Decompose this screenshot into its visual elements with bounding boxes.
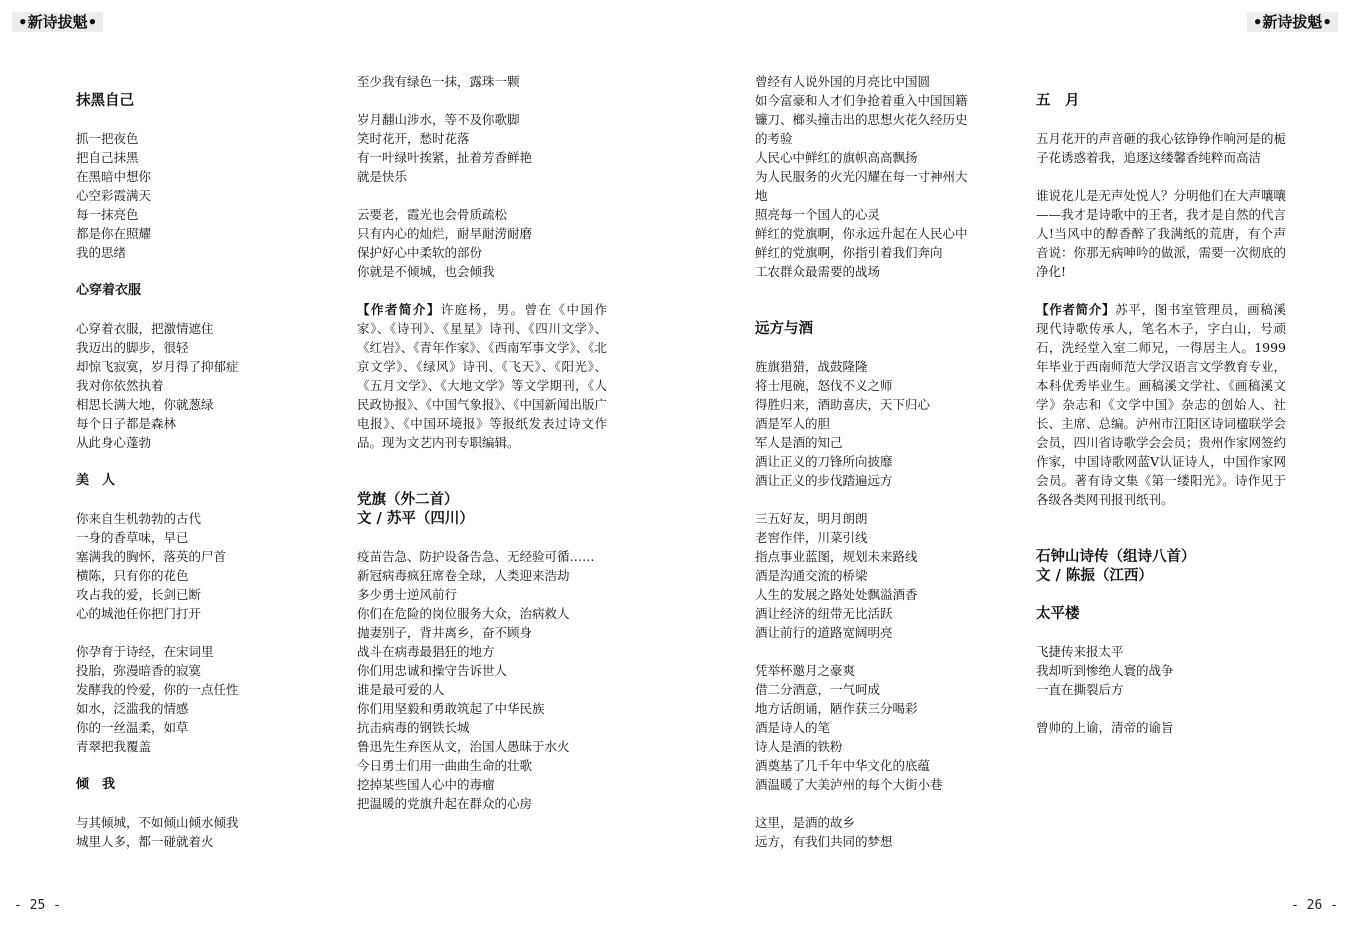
poem-line: 将士甩碗，怒伐不义之师 [755,378,893,393]
poem-title: 太平楼 [1036,605,1080,622]
author-bio-label: 【作者简介】 [1036,302,1116,317]
poem-line: 如今富豪和人才们争抢着重入中国国籍 [755,93,968,108]
page-number-right: - 26 - [1291,898,1338,913]
page-number-left: - 25 - [14,898,61,913]
poem-line: 塞满我的胸怀，落英的尸首 [76,549,227,564]
poem-line: 与其倾城，不如倾山倾水倾我 [76,815,239,830]
poem-line: 就是快乐 [357,169,408,184]
poem-title: 美 人 [76,473,116,488]
poem-line: 远方，有我们共同的梦想 [755,834,893,849]
poem-line: 三五好友，明月朗朗 [755,511,868,526]
poem-line: 照亮每一个国人的心灵 [755,207,881,222]
poem-line: 军人是酒的知己 [755,435,843,450]
poem-line: 心空彩霞满天 [76,188,152,203]
poem-line: 保护好心中柔软的部份 [357,245,483,260]
poem-line: 把自己抹黑 [76,150,139,165]
author-bio-text: 苏平，图书室管理员，画稿溪现代诗歌传承人，笔名木子，字白山，号顽石，洗经堂入室二师兄，一得居主人。1999年毕业于西南师范大学汉语言文学教育专业，本科优秀毕业生。画稿溪文学社、《画稿溪文学》杂志和《文学中国》杂志的创始人、社长、主席、总编。泸州市江阳区诗词楹联学会会员，四川省诗歌学会会员；贵州作家网签约作家，中国诗歌网蓝Ⅴ认证诗人，中国作家网会员。著有诗文集《第一缕阳光》。诗作见于各级各类网刊报刊纸刊。 [1036,302,1287,507]
poem-title: 倾 我 [76,777,116,792]
column-4 [1036,72,1286,737]
poem-line: 指点事业蓝图，规划未来路线 [755,549,918,564]
poem-line: 诗人是酒的铁粉 [755,739,843,754]
poem-line: 抗击病毒的钢铁长城 [357,720,470,735]
poem-line: 抓一把夜色 [76,131,139,146]
poem-line: 鲜红的党旗啊，你指引着我们奔向 [755,245,943,260]
poem-line: 这里，是酒的故乡 [755,815,856,830]
poem-line: 岁月翻山涉水，等不及你歌脚 [357,112,520,127]
poem-line: 谁是最可爱的人 [357,682,445,697]
poem-line: 酒让正义的刀锋所向披靡 [755,454,893,469]
poem-line: 你来自生机勃勃的古代 [76,511,202,526]
poem-line: 人民心中鲜红的旗帜高高飘扬 [755,150,918,165]
poem-line: 多少勇士逆风前行 [357,587,458,602]
poem-line: 挖掉某些国人心中的毒瘤 [357,777,495,792]
poem-line: 我却听到惨绝人寰的战争 [1036,663,1174,678]
poem-line: 如水，泛滥我的情感 [76,701,189,716]
poem-line: 的考验 [755,131,793,146]
poem-line: 得胜归来，酒助喜庆，天下归心 [755,397,931,412]
poem-line: 从此身心蓬勃 [76,435,152,450]
poem-line: 镰刀、榔头撞击出的思想火花久经历史 [755,112,968,127]
poem-line: 战斗在病毒最猖狂的地方 [357,644,495,659]
poem-line: 抛妻别子，背井离乡，奋不顾身 [357,625,533,640]
poem-line: 却惊飞寂寞，岁月得了抑郁症 [76,359,239,374]
poem-line: 城里人多，都一碰就着火 [76,834,214,849]
poem-line: 酒让经济的纽带无比活跃 [755,606,893,621]
poem-line: 我的思绪 [76,245,127,260]
poem-line: 人生的发展之路处处飘溢酒香 [755,587,918,602]
poem-line: 一直在撕裂后方 [1036,682,1124,697]
poem-line: 横陈，只有你的花色 [76,568,189,583]
poem-paragraph: 谁说花儿是无声处悦人？分明他们在大声嚷嚷——我才是诗歌中的王者，我才是自然的代言人!当风中的醇香醉了我满纸的荒唐，有个声音说：你那无病呻吟的做派，需要一次彻底的净化! [1036,188,1287,279]
poem-line: 至少我有绿色一抹，露珠一颗 [357,74,520,89]
poem-line: 我对你依然执着 [76,378,164,393]
poem-line: 有一叶绿叶挨紧，扯着芳香鲜艳 [357,150,533,165]
poem-line: 今日勇士们用一曲曲生命的壮歌 [357,758,533,773]
author-bio-text: 许庭杨，男。曾在《中国作家》、《诗刊》、《星星》诗刊、《四川文学》、《红岩》、《青年作家》、《西南军事文学》、《北京文学》、《绿风》诗刊、《飞天》、《阳光》、《五月文学》、《大地文学》等文学期刊，《人民政协报》、《中国气象报》、《中国新闻出版广电报》、《中国环境报》等报纸发表过诗文作品。现为文艺内刊专职编辑。 [357,302,608,450]
poem-title: 五 月 [1036,92,1080,109]
poem-line: 你们用坚毅和勇敢筑起了中华民族 [357,701,545,716]
poem-line: 酒让前行的道路宽阔明亮 [755,625,893,640]
poem-title: 远方与酒 [755,320,813,337]
poem-line: 曾帅的上谕，清帝的谕旨 [1036,720,1174,735]
poem-line: 心的城池任你把门打开 [76,606,202,621]
poem-line: 曾经有人说外国的月亮比中国圆 [755,74,931,89]
poem-line: 鲁迅先生弃医从文，治国人愚昧于水火 [357,739,570,754]
poem-line: 工农群众最需要的战场 [755,264,881,279]
poem-title: 党旗（外二首） [357,491,459,508]
column-3 [755,72,1005,851]
poem-line: 只有内心的灿烂，耐旱耐涝耐磨 [357,226,533,241]
poem-line: 你就是不倾城，也会倾我 [357,264,495,279]
poem-line: 笑时花开，愁时花落 [357,131,470,146]
poem-line: 投胎，弥漫暗香的寂寞 [76,663,202,678]
poem-title: 抹黑自己 [76,92,134,109]
poem-line: 云要老，霞光也会骨质疏松 [357,207,508,222]
column-1 [76,72,326,851]
poem-line: 酒是诗人的笔 [755,720,831,735]
poem-author: 文 / 陈振（江西） [1036,567,1153,584]
poem-line: 青翠把我覆盖 [76,739,152,754]
section-badge-right: •新诗拔魁• [1247,12,1338,32]
poem-title: 心穿着衣服 [76,283,142,298]
poem-line: 新冠病毒疯狂席卷全球，人类迎来浩劫 [357,568,570,583]
poem-line: 老窖作伴，川菜引线 [755,530,868,545]
poem-title: 石钟山诗传（组诗八首） [1036,548,1196,565]
author-bio [357,300,607,452]
poem-line: 每个日子都是森林 [76,416,177,431]
poem-line: 酒温暖了大美泸州的每个大街小巷 [755,777,943,792]
column-2 [357,72,607,813]
poem-line: 飞捷传来报太平 [1036,644,1124,659]
poem-line: 旌旗猎猎，战鼓隆隆 [755,359,868,374]
poem-line: 凭举杯邀月之豪爽 [755,663,856,678]
poem-line: 酒让正义的步伐踏遍远方 [755,473,893,488]
poem-line: 一身的香草味，早已 [76,530,189,545]
poem-line: 我迈出的脚步，很轻 [76,340,189,355]
poem-line: 发酵我的怜爱，你的一点任性 [76,682,239,697]
poem-line: 每一抹亮色 [76,207,139,222]
poem-paragraph: 五月花开的声音砸的我心铉铮铮作响河是的栀子花诱惑着我，追逐这缕馨香纯粹而高洁 [1036,131,1287,165]
section-badge-left: •新诗拔魁• [12,12,103,32]
poem-line: 地方话朗诵，陋作获三分喝彩 [755,701,918,716]
poem-line: 鲜红的党旗啊，你永远升起在人民心中 [755,226,968,241]
poem-line: 都是你在照耀 [76,226,152,241]
poem-author: 文 / 苏平（四川） [357,510,474,527]
poem-line: 攻占我的爱，长剑已断 [76,587,202,602]
poem-line: 酒是军人的胆 [755,416,831,431]
author-bio [1036,300,1286,509]
poem-line: 借二分酒意，一气呵成 [755,682,881,697]
poem-line: 你们在危险的岗位服务大众，治病救人 [357,606,570,621]
poem-line: 你的一丝温柔，如草 [76,720,189,735]
poem-line: 在黑暗中想你 [76,169,152,184]
poem-line: 酒是沟通交流的桥梁 [755,568,868,583]
poem-line: 心穿着衣服，把激情遮住 [76,321,214,336]
poem-line: 为人民服务的火光闪耀在每一寸神州大 [755,169,968,184]
poem-line: 把温暖的党旗升起在群众的心房 [357,796,533,811]
poem-line: 疫苗告急、防护设备告急、无经验可循…… [357,549,595,564]
poem-line: 你孕育于诗经，在宋词里 [76,644,214,659]
author-bio-label: 【作者简介】 [357,302,441,317]
poem-line: 你们用忠诚和操守告诉世人 [357,663,508,678]
poem-line: 相思长满大地，你就葱绿 [76,397,214,412]
poem-line: 酒奠基了几千年中华文化的底蕴 [755,758,931,773]
poem-line: 地 [755,188,768,203]
